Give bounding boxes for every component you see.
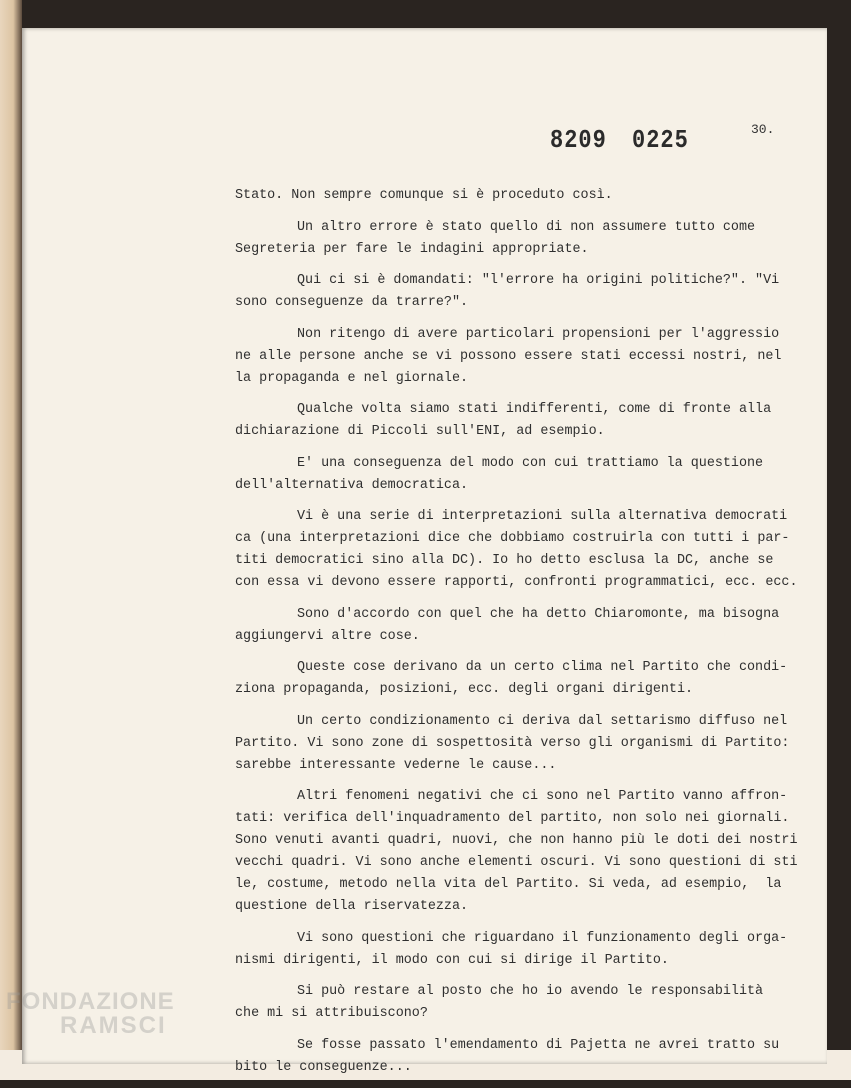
text-line: Si può restare al posto che ho io avendo le responsabilità <box>297 984 764 999</box>
text-line: Un certo condizionamento ci deriva dal settarismo diffuso nel <box>297 713 788 729</box>
binding-edge <box>0 0 22 1080</box>
paragraph <box>235 604 795 648</box>
archive-stamp-right: 0225 <box>632 125 689 156</box>
text-line: vecchi quadri. Vi sono anche elementi oscuri. Vi sono questioni di sti <box>235 855 798 870</box>
paragraph <box>235 399 795 443</box>
text-line: la propaganda e nel giornale. <box>235 370 469 386</box>
text-line: Qualche volta siamo stati indifferenti, come di fronte alla <box>297 402 772 417</box>
typewritten-body <box>235 185 798 1088</box>
text-line: Se fosse passato l'emendamento di Pajetta ne avrei tratto su <box>297 1037 780 1053</box>
watermark-line-2: RAMSCI <box>60 1012 167 1039</box>
text-line: Vi è una serie di interpretazioni sulla alternativa democrati <box>297 509 788 524</box>
paragraph <box>235 270 795 314</box>
text-line: le, costume, metodo nella vita del Partito. Si veda, ad esempio, la <box>235 877 782 892</box>
text-line: Partito. Vi sono zone di sospettosità verso gli organismi di Partito: <box>235 735 790 751</box>
text-line: Altri fenomeni negativi che ci sono nel Partito vanno affron- <box>297 789 788 804</box>
paragraph <box>235 453 795 497</box>
paragraph <box>235 786 798 918</box>
paragraph <box>235 1035 795 1079</box>
text-line: Non ritengo di avere particolari propensioni per l'aggressio <box>297 326 780 342</box>
text-line: ziona propaganda, posizioni, ecc. degli organi dirigenti. <box>235 682 694 697</box>
text-line: Un altro errore è stato quello di non assumere tutto come <box>297 219 756 235</box>
paragraph <box>235 324 795 390</box>
page-number: 30. <box>751 122 775 137</box>
text-line: Segreteria per fare le indagini appropriate. <box>235 241 589 257</box>
text-line: Sono venuti avanti quadri, nuovi, che non hanno più le doti dei nostri <box>235 833 798 848</box>
watermark-line-1: FONDAZIONE <box>6 988 175 1015</box>
text-line: tati: verifica dell'inquadramento del partito, non solo nei giornali. <box>235 811 790 826</box>
paragraph <box>235 981 795 1025</box>
text-line: aggiungervi altre cose. <box>235 628 420 644</box>
text-line: con essa vi devono essere rapporti, confronti programmatici, ecc. ecc. <box>235 575 798 590</box>
paragraph <box>235 657 795 701</box>
paragraph <box>235 217 795 261</box>
text-line: sono conseguenze da trarre?". <box>235 295 469 310</box>
text-line: che mi si attribuiscono? <box>235 1006 428 1021</box>
text-line: E' una conseguenza del modo con cui trattiamo la questione <box>297 455 764 471</box>
text-line: Queste cose derivano da un certo clima nel Partito che condi- <box>297 660 788 675</box>
text-line: ca (una interpretazioni dice che dobbiamo costruirla con tutti i par- <box>235 531 790 546</box>
paragraph <box>235 928 795 972</box>
text-line: Sono d'accordo con quel che ha detto Chiaromonte, ma bisogna <box>297 606 780 622</box>
text-line: Qui ci si è domandati: "l'errore ha origini politiche?". "Vi <box>297 273 780 288</box>
paragraph <box>235 506 798 594</box>
text-line: Stato. Non sempre comunque si è proceduto così. <box>235 188 613 203</box>
fondazione-gramsci-watermark <box>6 988 226 1040</box>
text-line: dichiarazione di Piccoli sull'ENI, ad esempio. <box>235 424 605 439</box>
archive-stamp-left: 8209 <box>550 125 607 156</box>
paragraph <box>235 185 795 207</box>
text-line: titi democratici sino alla DC). Io ho detto esclusa la DC, anche se <box>235 553 774 568</box>
text-line: Vi sono questioni che riguardano il funzionamento degli orga- <box>297 930 788 946</box>
text-line: nismi dirigenti, il modo con cui si dirige il Partito. <box>235 952 669 968</box>
paragraph <box>235 711 795 777</box>
text-line: sarebbe interessante vederne le cause... <box>235 757 557 773</box>
text-line: dell'alternativa democratica. <box>235 477 469 493</box>
text-line: bito le conseguenze... <box>235 1059 412 1075</box>
text-line: ne alle persone anche se vi possono essere stati eccessi nostri, nel <box>235 348 782 364</box>
text-line: questione della riservatezza. <box>235 899 469 914</box>
